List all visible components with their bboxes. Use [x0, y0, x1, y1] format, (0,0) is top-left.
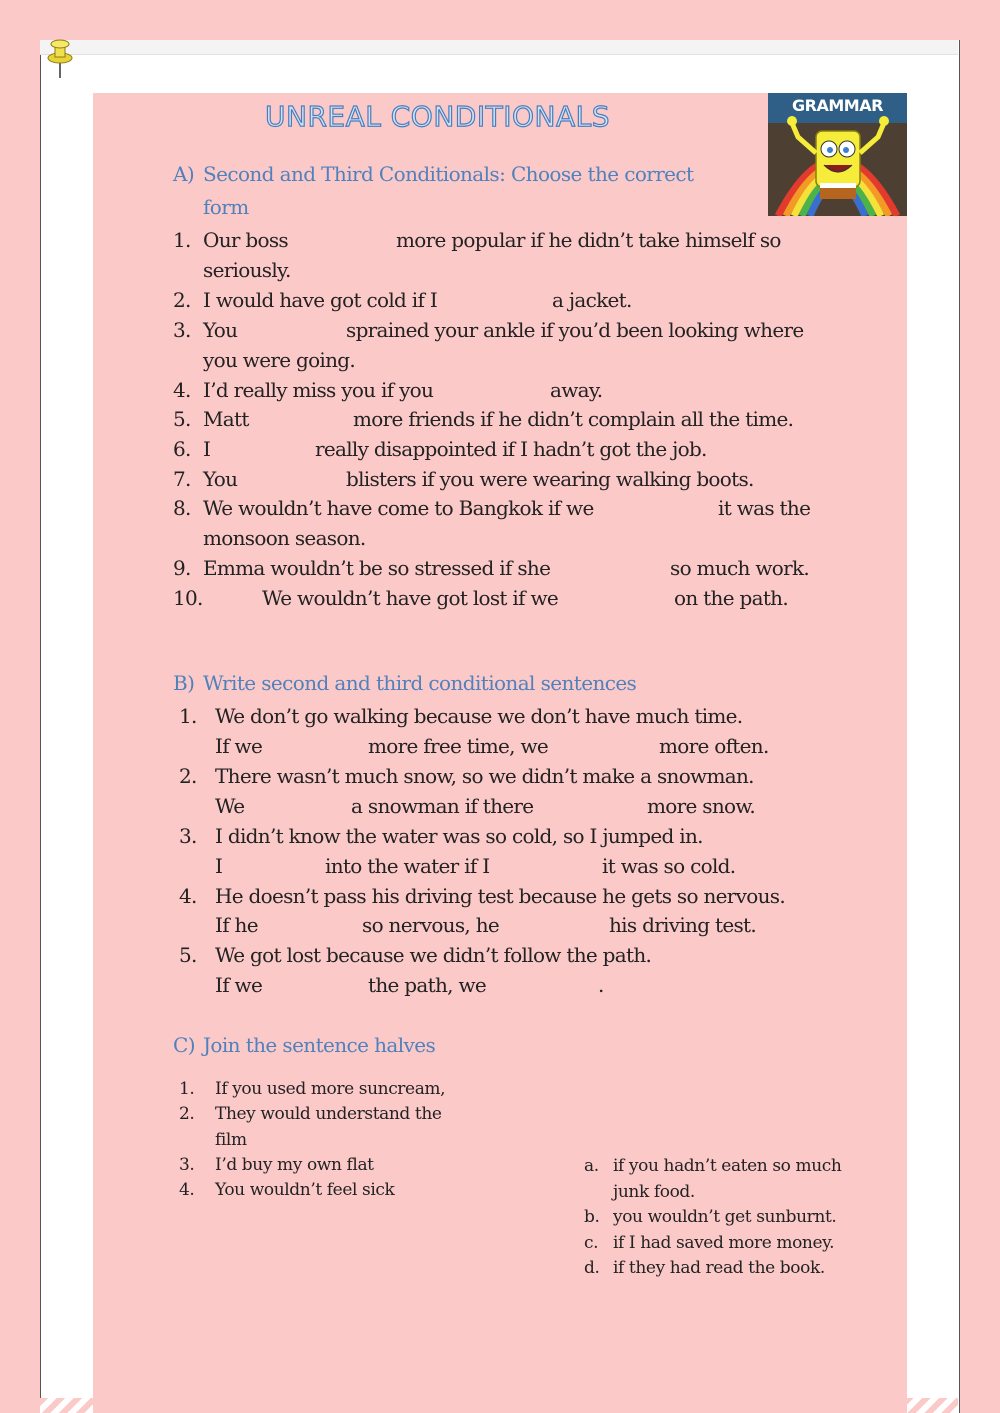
item-number: 4. [173, 378, 191, 402]
page-title: UNREAL CONDITIONALS [265, 100, 610, 133]
item-text: You wouldn’t feel sick [215, 1180, 395, 1200]
item-text: We wouldn’t have got lost if we [262, 586, 559, 610]
item-text: I’d buy my own flat [215, 1155, 374, 1175]
item-number: 7. [173, 467, 191, 491]
item-letter: b. [584, 1207, 600, 1227]
item-text: into the water if I [325, 854, 490, 878]
item-number: 2. [179, 764, 197, 788]
item-text: If we [215, 734, 263, 758]
item-text: We wouldn’t have come to Bangkok if we [203, 496, 594, 520]
item-text: If you used more suncream, [215, 1079, 446, 1099]
item-number: 2. [179, 1104, 195, 1124]
item-text: You [203, 318, 238, 342]
item-text: so much work. [670, 556, 810, 580]
item-text: If we [215, 973, 263, 997]
item-text: We [215, 794, 245, 818]
item-text: away. [550, 378, 603, 402]
item-text: sprained your ankle if you’d been looking where [346, 318, 804, 342]
item-text: I [203, 437, 211, 461]
item-letter: c. [584, 1233, 599, 1253]
paper-top-strip [40, 40, 958, 55]
item-text: if I had saved more money. [613, 1233, 835, 1253]
item-text: Matt [203, 407, 249, 431]
item-number: 3. [179, 1155, 195, 1175]
item-letter: a. [584, 1156, 599, 1176]
item-text: if they had read the book. [613, 1258, 825, 1278]
item-number: 1. [179, 1079, 195, 1099]
item-text: so nervous, he [362, 913, 500, 937]
section-c-heading: Join the sentence halves [203, 1033, 436, 1057]
grammar-badge-image [768, 93, 907, 216]
item-text: more snow. [647, 794, 756, 818]
item-number: 1. [173, 228, 191, 252]
item-text: it was the [718, 496, 811, 520]
item-text: They would understand the [215, 1104, 442, 1124]
item-number: 2. [173, 288, 191, 312]
section-c-letter: C) [173, 1033, 195, 1057]
item-number: 8. [173, 496, 191, 520]
item-text: really disappointed if I hadn’t got the job. [315, 437, 707, 461]
item-text: . [598, 973, 604, 997]
item-text: you wouldn’t get sunburnt. [613, 1207, 837, 1227]
item-number: 9. [173, 556, 191, 580]
item-number: 3. [179, 824, 197, 848]
item-text: more popular if he didn’t take himself so [396, 228, 781, 252]
item-text: I’d really miss you if you [203, 378, 434, 402]
item-text: If he [215, 913, 258, 937]
item-text: We got lost because we didn’t follow the path. [215, 943, 652, 967]
item-text: you were going. [203, 348, 356, 372]
item-text: Our boss [203, 228, 288, 252]
item-text: his driving test. [609, 913, 757, 937]
item-number: 4. [179, 884, 197, 908]
item-text: I would have got cold if I [203, 288, 438, 312]
item-text: a snowman if there [351, 794, 534, 818]
section-b-letter: B) [173, 671, 195, 695]
item-text: it was so cold. [602, 854, 736, 878]
item-text: seriously. [203, 258, 291, 282]
item-text: on the path. [674, 586, 788, 610]
item-text: blisters if you were wearing walking boots. [346, 467, 754, 491]
section-a-letter: A) [173, 162, 195, 186]
section-b-heading: Write second and third conditional sentences [203, 671, 637, 695]
item-number: 5. [179, 943, 197, 967]
item-text: more often. [659, 734, 769, 758]
section-a-heading-cont: form [203, 195, 249, 219]
item-text: more friends if he didn’t complain all the time. [353, 407, 794, 431]
item-text: We don’t go walking because we don’t have much time. [215, 704, 743, 728]
item-text: You [203, 467, 238, 491]
item-text: if you hadn’t eaten so much [613, 1156, 842, 1176]
item-number: 3. [173, 318, 191, 342]
item-text: junk food. [613, 1182, 695, 1202]
item-text: He doesn’t pass his driving test because he gets so nervous. [215, 884, 786, 908]
section-a-heading: Second and Third Conditionals: Choose the correct [203, 162, 694, 186]
item-text: Emma wouldn’t be so stressed if she [203, 556, 551, 580]
item-number: 6. [173, 437, 191, 461]
item-letter: d. [584, 1258, 600, 1278]
item-text: film [215, 1130, 247, 1150]
pushpin-icon [44, 38, 76, 80]
item-text: monsoon season. [203, 526, 366, 550]
item-number: 4. [179, 1180, 195, 1200]
item-number: 1. [179, 704, 197, 728]
item-text: a jacket. [552, 288, 632, 312]
item-number: 10. [173, 586, 203, 610]
item-text: I didn’t know the water was so cold, so I jumped in. [215, 824, 703, 848]
item-text: I [215, 854, 223, 878]
item-text: more free time, we [368, 734, 549, 758]
item-text: There wasn’t much snow, so we didn’t make a snowman. [215, 764, 754, 788]
item-number: 5. [173, 407, 191, 431]
grammar-badge-label: GRAMMAR [792, 96, 883, 115]
item-text: the path, we [368, 973, 487, 997]
